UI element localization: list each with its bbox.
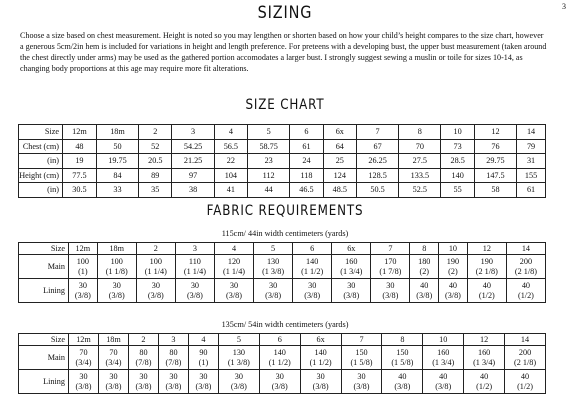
table-cell: 8 xyxy=(410,243,439,255)
table-cell: 4 xyxy=(188,334,218,346)
table-cell: 104 xyxy=(214,168,247,183)
table-cell: 160 (1 3/4) xyxy=(423,346,464,370)
table-cell: 30 (3/8) xyxy=(158,370,188,394)
table-cell: 28.5 xyxy=(441,154,474,169)
table-cell: 70 (3/4) xyxy=(69,346,99,370)
table-cell: 84 xyxy=(96,168,138,183)
table-cell: 67 xyxy=(356,139,398,154)
table-cell: 180 (2) xyxy=(410,255,439,279)
table-row xyxy=(19,334,546,346)
table-cell: 70 (3/4) xyxy=(98,346,128,370)
table-cell: 30.5 xyxy=(63,183,97,198)
table-row xyxy=(19,346,546,370)
table-cell: 35 xyxy=(139,183,172,198)
table-cell: 7 xyxy=(341,334,382,346)
table-cell: 140 (1 1/2) xyxy=(259,346,300,370)
table-cell: 130 (1 3/8) xyxy=(218,346,259,370)
table-cell: 18m xyxy=(97,243,136,255)
table-cell: 150 (1 5/8) xyxy=(382,346,423,370)
table-cell: 97 xyxy=(172,168,214,183)
table-cell: 30 (3/8) xyxy=(300,370,341,394)
table-cell: 40 (3/8) xyxy=(382,370,423,394)
table-cell: 190 (2 1/8) xyxy=(467,255,506,279)
table-cell: 40 (3/8) xyxy=(439,279,468,303)
table-cell: 73 xyxy=(441,139,474,154)
table-cell: 40 (1/2) xyxy=(506,279,545,303)
table-cell: 6 xyxy=(290,125,323,140)
table-cell: 7 xyxy=(356,125,398,140)
table-cell: 30 (3/8) xyxy=(254,279,293,303)
table-cell: 30 (3/8) xyxy=(97,279,136,303)
table-cell: 56.5 xyxy=(214,139,247,154)
table-cell: 2 xyxy=(136,243,175,255)
table-cell: 150 (1 5/8) xyxy=(341,346,382,370)
table-cell: 80 (7/8) xyxy=(128,346,158,370)
table-cell: 80 (7/8) xyxy=(158,346,188,370)
table-cell: 30 (3/8) xyxy=(332,279,371,303)
table-cell: 79 xyxy=(517,139,546,154)
row-label: Main xyxy=(19,346,69,370)
fabric-table-1-subtitle: 115cm/ 44in width centimeters (yards) xyxy=(221,229,349,238)
fabric-table-115cm xyxy=(18,242,546,303)
table-cell: 130 (1 3/8) xyxy=(254,255,293,279)
table-cell: 52 xyxy=(139,139,172,154)
intro-paragraph: Choose a size based on chest measurement. Height is noted so you may lengthen or shorten based on how your child’s height compares to the size chart, however a generous 5cm/2in hem is included for variations in height and length preference. For preteens with a developing bust, the upper bust measurement (taken around the chest directly under arms) may be used as the gathered portion accomodates a larger bust. I strongly suggest sewing a muslin or toile for sizes 10-14, as changing body proportions at this age may require more fit alterations. xyxy=(20,31,547,74)
table-cell: 140 (1 1/2) xyxy=(300,346,341,370)
table-cell: 44 xyxy=(248,183,290,198)
row-label: (in) xyxy=(19,183,63,198)
table-cell: 5 xyxy=(248,125,290,140)
table-cell: 190 (2) xyxy=(439,255,468,279)
table-cell: 170 (1 7/8) xyxy=(371,255,410,279)
table-cell: 4 xyxy=(214,125,247,140)
table-cell: 40 (3/8) xyxy=(423,370,464,394)
table-cell: 2 xyxy=(128,334,158,346)
table-cell: 52.5 xyxy=(399,183,441,198)
table-cell: 118 xyxy=(290,168,323,183)
table-cell: 12 xyxy=(464,334,505,346)
table-cell: 3 xyxy=(172,125,214,140)
table-cell: 12m xyxy=(69,243,98,255)
table-cell: 48.5 xyxy=(323,183,356,198)
table-cell: 3 xyxy=(158,334,188,346)
table-cell: 2 xyxy=(139,125,172,140)
table-cell: 23 xyxy=(248,154,290,169)
table-cell: 30 (3/8) xyxy=(98,370,128,394)
table-cell: 64 xyxy=(323,139,356,154)
table-cell: 7 xyxy=(371,243,410,255)
table-cell: 100 (1 1/4) xyxy=(136,255,175,279)
table-row xyxy=(19,125,546,140)
row-label: Lining xyxy=(19,370,69,394)
table-cell: 124 xyxy=(323,168,356,183)
table-row xyxy=(19,139,546,154)
table-cell: 14 xyxy=(505,334,546,346)
table-cell: 19.75 xyxy=(96,154,138,169)
table-cell: 20.5 xyxy=(139,154,172,169)
table-cell: 18m xyxy=(96,125,138,140)
table-cell: 6x xyxy=(323,125,356,140)
table-cell: 12m xyxy=(69,334,99,346)
table-cell: 26.25 xyxy=(356,154,398,169)
table-cell: 50.5 xyxy=(356,183,398,198)
table-cell: 30 (3/8) xyxy=(128,370,158,394)
table-cell: 30 (3/8) xyxy=(341,370,382,394)
table-cell: 110 (1 1/4) xyxy=(175,255,214,279)
size-chart-table xyxy=(18,124,546,198)
table-cell: 10 xyxy=(439,243,468,255)
table-cell: 30 (3/8) xyxy=(218,370,259,394)
table-cell: 200 (2 1/8) xyxy=(505,346,546,370)
table-cell: 40 (3/8) xyxy=(410,279,439,303)
table-cell: 4 xyxy=(214,243,253,255)
table-cell: 147.5 xyxy=(474,168,516,183)
page-number: 3 xyxy=(562,2,566,11)
table-cell: 112 xyxy=(248,168,290,183)
table-cell: 133.5 xyxy=(399,168,441,183)
table-cell: 31 xyxy=(517,154,546,169)
row-label: Size xyxy=(19,125,63,140)
table-cell: 46.5 xyxy=(290,183,323,198)
table-cell: 30 (3/8) xyxy=(69,370,99,394)
table-cell: 30 (3/8) xyxy=(371,279,410,303)
table-row xyxy=(19,154,546,169)
table-row xyxy=(19,183,546,198)
table-cell: 200 (2 1/8) xyxy=(506,255,545,279)
table-cell: 30 (3/8) xyxy=(293,279,332,303)
table-cell: 128.5 xyxy=(356,168,398,183)
table-cell: 155 xyxy=(517,168,546,183)
table-row xyxy=(19,279,546,303)
table-cell: 33 xyxy=(96,183,138,198)
row-label: Size xyxy=(19,334,69,346)
table-cell: 12m xyxy=(63,125,97,140)
table-cell: 30 (3/8) xyxy=(69,279,98,303)
table-cell: 12 xyxy=(474,125,516,140)
table-cell: 14 xyxy=(506,243,545,255)
fabric-table-2-subtitle: 135cm/ 54in width centimeters (yards) xyxy=(221,320,349,329)
table-cell: 8 xyxy=(399,125,441,140)
fabric-table-135cm xyxy=(18,333,546,394)
table-cell: 140 (1 1/2) xyxy=(293,255,332,279)
table-cell: 27.5 xyxy=(399,154,441,169)
table-cell: 3 xyxy=(175,243,214,255)
table-cell: 40 (1/2) xyxy=(464,370,505,394)
table-cell: 38 xyxy=(172,183,214,198)
table-cell: 48 xyxy=(63,139,97,154)
table-row xyxy=(19,243,546,255)
table-row xyxy=(19,255,546,279)
table-cell: 25 xyxy=(323,154,356,169)
table-cell: 120 (1 1/4) xyxy=(214,255,253,279)
table-cell: 40 (1/2) xyxy=(467,279,506,303)
row-label: Main xyxy=(19,255,69,279)
table-cell: 8 xyxy=(382,334,423,346)
table-cell: 12 xyxy=(467,243,506,255)
table-cell: 100 (1 1/8) xyxy=(97,255,136,279)
table-cell: 160 (1 3/4) xyxy=(464,346,505,370)
table-cell: 10 xyxy=(441,125,474,140)
table-cell: 18m xyxy=(98,334,128,346)
row-label: Height (cm) xyxy=(19,168,63,183)
table-cell: 41 xyxy=(214,183,247,198)
table-cell: 54.25 xyxy=(172,139,214,154)
table-cell: 21.25 xyxy=(172,154,214,169)
table-cell: 76 xyxy=(474,139,516,154)
table-cell: 77.5 xyxy=(63,168,97,183)
row-label: Size xyxy=(19,243,69,255)
table-cell: 6 xyxy=(293,243,332,255)
table-cell: 30 (3/8) xyxy=(214,279,253,303)
table-cell: 90 (1) xyxy=(188,346,218,370)
table-cell: 58 xyxy=(474,183,516,198)
table-cell: 140 xyxy=(441,168,474,183)
table-cell: 6x xyxy=(300,334,341,346)
table-cell: 40 (1/2) xyxy=(505,370,546,394)
size-chart-heading: SIZE CHART xyxy=(245,97,325,113)
table-cell: 14 xyxy=(517,125,546,140)
table-cell: 50 xyxy=(96,139,138,154)
table-cell: 22 xyxy=(214,154,247,169)
table-cell: 58.75 xyxy=(248,139,290,154)
table-cell: 160 (1 3/4) xyxy=(332,255,371,279)
page-title: SIZING xyxy=(257,3,313,23)
table-row xyxy=(19,370,546,394)
table-cell: 30 (3/8) xyxy=(175,279,214,303)
row-label: Chest (cm) xyxy=(19,139,63,154)
table-cell: 89 xyxy=(139,168,172,183)
row-label: Lining xyxy=(19,279,69,303)
table-cell: 6x xyxy=(332,243,371,255)
table-cell: 10 xyxy=(423,334,464,346)
table-cell: 55 xyxy=(441,183,474,198)
table-cell: 100 (1) xyxy=(69,255,98,279)
table-cell: 29.75 xyxy=(474,154,516,169)
row-label: (in) xyxy=(19,154,63,169)
table-cell: 19 xyxy=(63,154,97,169)
table-cell: 61 xyxy=(290,139,323,154)
table-cell: 24 xyxy=(290,154,323,169)
table-cell: 6 xyxy=(259,334,300,346)
fabric-requirements-heading: FABRIC REQUIREMENTS xyxy=(206,203,364,219)
table-row xyxy=(19,168,546,183)
table-cell: 30 (3/8) xyxy=(136,279,175,303)
table-cell: 61 xyxy=(517,183,546,198)
table-cell: 30 (3/8) xyxy=(188,370,218,394)
table-cell: 5 xyxy=(254,243,293,255)
table-cell: 5 xyxy=(218,334,259,346)
table-cell: 70 xyxy=(399,139,441,154)
table-cell: 30 (3/8) xyxy=(259,370,300,394)
